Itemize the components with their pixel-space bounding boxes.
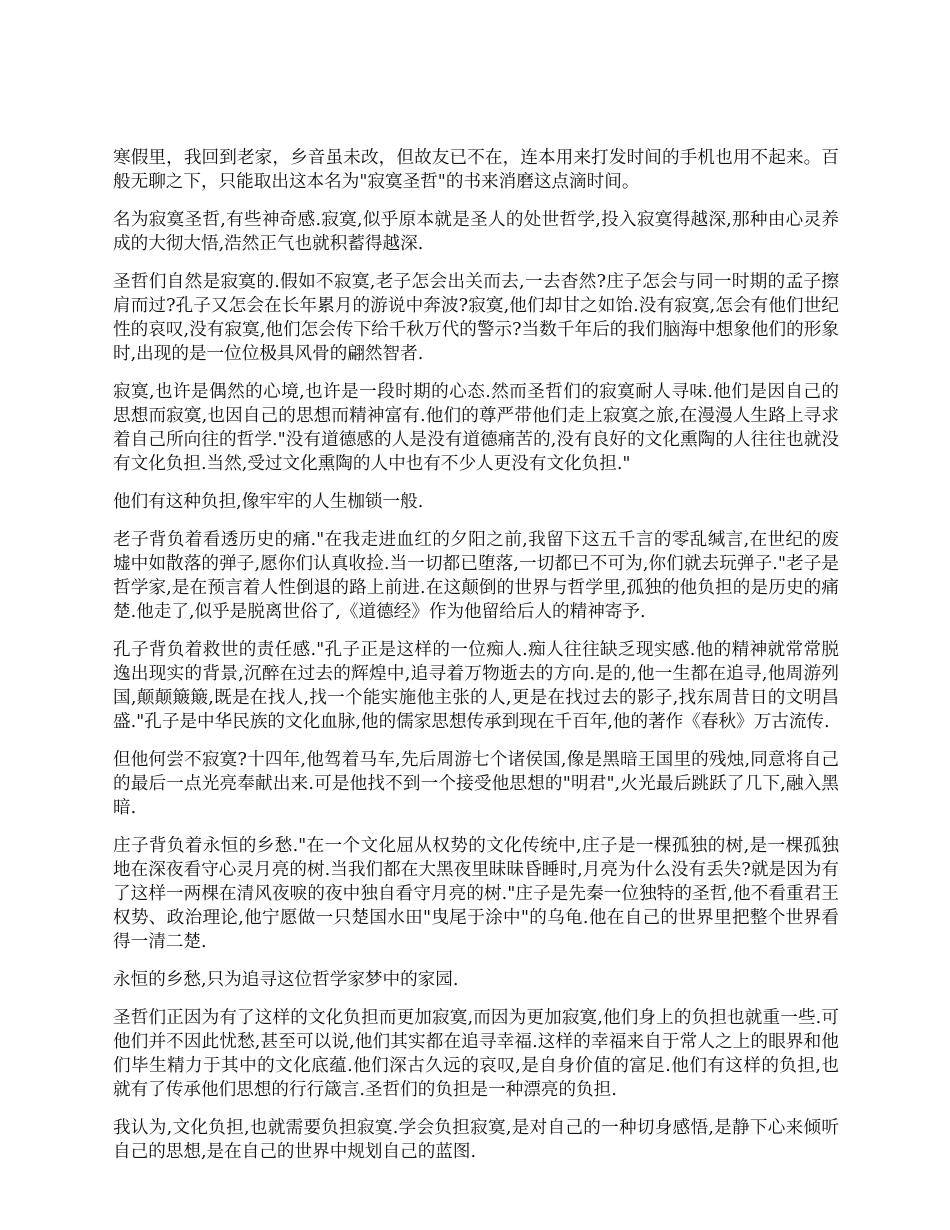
- paragraph-12: 我认为,文化负担,也就需要负担寂寞.学会负担寂寞,是对自己的一种切身感悟,是静下心来倾听自己的思想,是在自己的世界中规划自己的蓝图.: [113, 1118, 839, 1162]
- paragraph-2: 名为寂寞圣哲,有些神奇感.寂寞,似乎原本就是圣人的处世哲学,投入寂寞得越深,那种由心灵养成的大彻大悟,浩然正气也就积蓄得越深.: [113, 210, 839, 254]
- document-body: [113, 146, 839, 1178]
- paragraph-6: 老子背负着看透历史的痛."在我走进血红的夕阳之前,我留下这五千言的零乱缄言,在世纪的废墟中如散落的弹子,愿你们认真收捡.当一切都已堕落,一切都已不可为,你们就去玩弹子."老子是哲学家,是在预言着人性倒退的路上前进.在这颠倒的世界与哲学里,孤独的他负担的是历史的痛楚.他走了,似乎是脱离世俗了,《道德经》作为他留给后人的精神寄予.: [113, 530, 839, 622]
- paragraph-11: 圣哲们正因为有了这样的文化负担而更加寂寞,而因为更加寂寞,他们身上的负担也就重一些.可他们并不因此忧愁,甚至可以说,他们其实都在追寻幸福.这样的幸福来自于常人之上的眼界和他们毕生精力于其中的文化底蕴.他们深古久远的哀叹,是自身价值的富足.他们有这样的负担,也就有了传承他们思想的行行箴言.圣哲们的负担是一种漂亮的负担.: [113, 1008, 839, 1100]
- paragraph-3: 圣哲们自然是寂寞的.假如不寂寞,老子怎会出关而去,一去杳然?庄子怎会与同一时期的孟子擦肩而过?孔子又怎会在长年累月的游说中奔波?寂寞,他们却甘之如饴.没有寂寞,怎会有他们世纪性的哀叹,没有寂寞,他们怎会传下给千秋万代的警示?当数千年后的我们脑海中想象他们的形象时,出现的是一位位极具风骨的翩然智者.: [113, 272, 839, 364]
- paragraph-4: 寂寞,也许是偶然的心境,也许是一段时期的心态.然而圣哲们的寂寞耐人寻味.他们是因自己的思想而寂寞,也因自己的思想而精神富有.他们的尊严带他们走上寂寞之旅,在漫漫人生路上寻求着自己所向往的哲学."没有道德感的人是没有道德痛苦的,没有良好的文化熏陶的人往往也就没有文化负担.当然,受过文化熏陶的人中也有不少人更没有文化负担.": [113, 382, 839, 474]
- paragraph-7: 孔子背负着救世的责任感."孔子正是这样的一位痴人.痴人往往缺乏现实感.他的精神就常常脱逸出现实的背景,沉醉在过去的辉煌中,追寻着万物逝去的方向.是的,他一生都在追寻,他周游列国,颠颠簸簸,既是在找人,找一个能实施他主张的人,更是在找过去的影子,找东周昔日的文明昌盛."孔子是中华民族的文化血脉,他的儒家思想传承到现在千百年,他的著作《春秋》万古流传.: [113, 640, 839, 732]
- paragraph-10: 永恒的乡愁,只为追寻这位哲学家梦中的家园.: [113, 970, 459, 990]
- paragraph-1: 寒假里，我回到老家，乡音虽未改，但故友已不在，连本用来打发时间的手机也用不起来。百般无聊之下，只能取出这本名为"寂寞圣哲"的书来消磨这点滴时间。: [113, 148, 839, 192]
- paragraph-8: 但他何尝不寂寞?十四年,他驾着马车,先后周游七个诸侯国,像是黑暗王国里的残烛,同意将自己的最后一点光亮奉献出来.可是他找不到一个接受他思想的"明君",火光最后跳跃了几下,融入黑暗.: [113, 750, 839, 818]
- paragraph-5: 他们有这种负担,像牢牢的人生枷锁一般.: [113, 492, 424, 512]
- paragraph-9: 庄子背负着永恒的乡愁."在一个文化屈从权势的文化传统中,庄子是一棵孤独的树,是一棵孤独地在深夜看守心灵月亮的树.当我们都在大黑夜里昧昧昏睡时,月亮为什么没有丢失?就是因为有了这样一两棵在清风夜唳的夜中独自看守月亮的树."庄子是先秦一位独特的圣哲,他不看重君王权势、政治理论,他宁愿做一只楚国水田"曳尾于涂中"的乌龟.他在自己的世界里把整个世界看得一清二楚.: [113, 836, 839, 952]
